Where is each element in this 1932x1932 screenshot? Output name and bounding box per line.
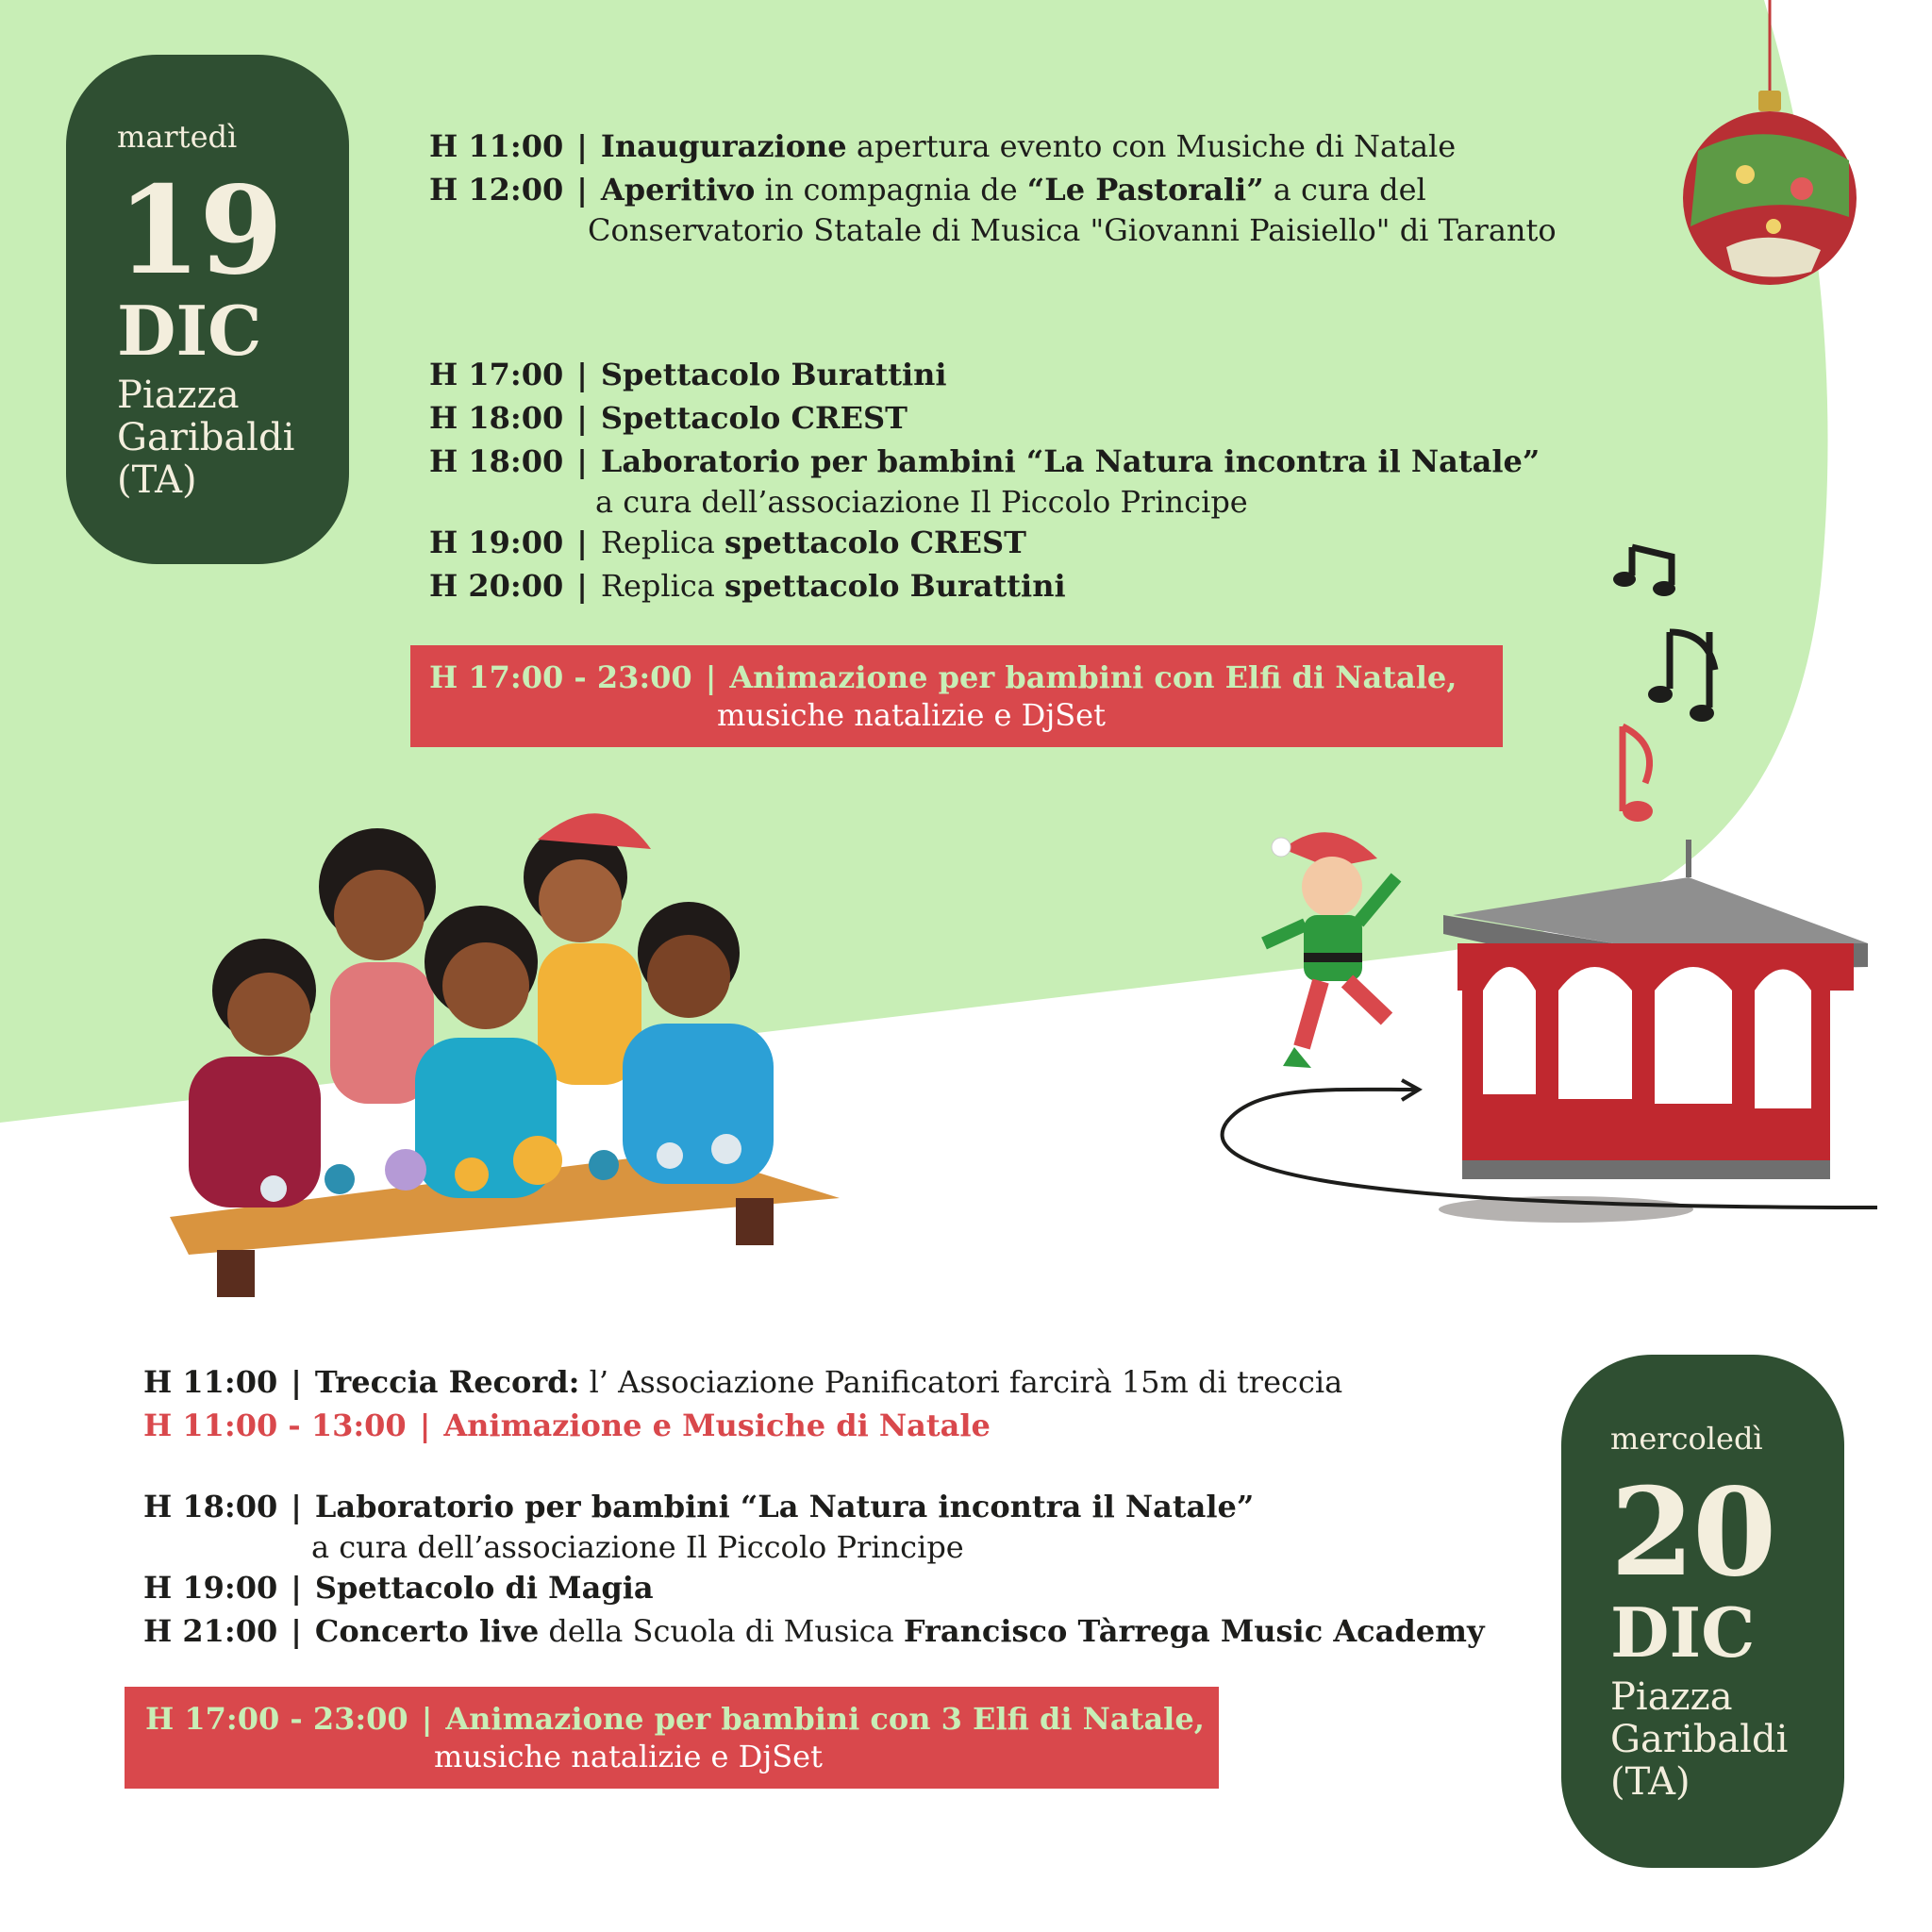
schedule-20-afternoon (143, 1485, 1485, 1653)
month-label: DIC (1610, 1592, 1756, 1674)
animation-banner-19: H 17:00 - 23:00 | Animazione per bambini con Elfi di Natale, musiche natalizie e DjSet (410, 645, 1503, 747)
date-card-19-dic (66, 55, 349, 564)
gazebo-illustration (1217, 840, 1896, 1255)
schedule-continuation: a cura dell’associazione Il Piccolo Principe (595, 484, 1248, 520)
schedule-row: H 11:00 | Inaugurazione apertura evento con Musiche di Natale (429, 128, 1457, 164)
schedule-continuation: a cura dell’associazione Il Piccolo Principe (311, 1529, 964, 1565)
schedule-20-morning (143, 1360, 1342, 1447)
schedule-row: H 20:00 | Replica spettacolo Burattini (429, 568, 1066, 604)
christmas-ornament-icon (1670, 0, 1858, 302)
schedule-row: H 18:00 | Spettacolo CREST (429, 400, 908, 436)
animation-banner-20: H 17:00 - 23:00 | Animazione per bambini con 3 Elfi di Natale, musiche natalizie e DjSet (125, 1687, 1219, 1789)
schedule-continuation: Conservatorio Statale di Musica "Giovanni Paisiello" di Taranto (588, 212, 1557, 248)
schedule-row: H 11:00 - 13:00 | Animazione e Musiche di Natale (143, 1407, 991, 1443)
schedule-row: H 18:00 | Laboratorio per bambini “La Natura incontra il Natale” (429, 443, 1541, 479)
location: Piazza Garibaldi (TA) (117, 374, 295, 502)
schedule-row: H 21:00 | Concerto live della Scuola di Musica Francisco Tàrrega Music Academy (143, 1613, 1485, 1649)
location: Piazza Garibaldi (TA) (1610, 1675, 1789, 1804)
schedule-row: H 18:00 | Laboratorio per bambini “La Natura incontra il Natale” (143, 1489, 1255, 1524)
schedule-row: H 19:00 | Replica spettacolo CREST (429, 525, 1026, 560)
schedule-row: H 11:00 | Treccia Record: l’ Associazione Panificatori farcirà 15m di treccia (143, 1364, 1343, 1400)
weekday-label: mercoledì (1610, 1421, 1763, 1457)
day-number: 19 (117, 160, 282, 303)
music-notes-icon (1604, 528, 1745, 830)
schedule-row: H 12:00 | Aperitivo in compagnia de “Le Pastorali” a cura del (429, 172, 1426, 208)
schedule-19-afternoon (429, 353, 1540, 608)
children-crafting-illustration (160, 774, 858, 1302)
date-card-20-dic (1561, 1355, 1844, 1868)
day-number: 20 (1610, 1462, 1775, 1605)
schedule-19-morning (429, 125, 1557, 249)
schedule-row: H 19:00 | Spettacolo di Magia (143, 1570, 654, 1606)
weekday-label: martedì (117, 119, 238, 155)
schedule-row: H 17:00 | Spettacolo Burattini (429, 357, 947, 392)
month-label: DIC (117, 291, 262, 372)
